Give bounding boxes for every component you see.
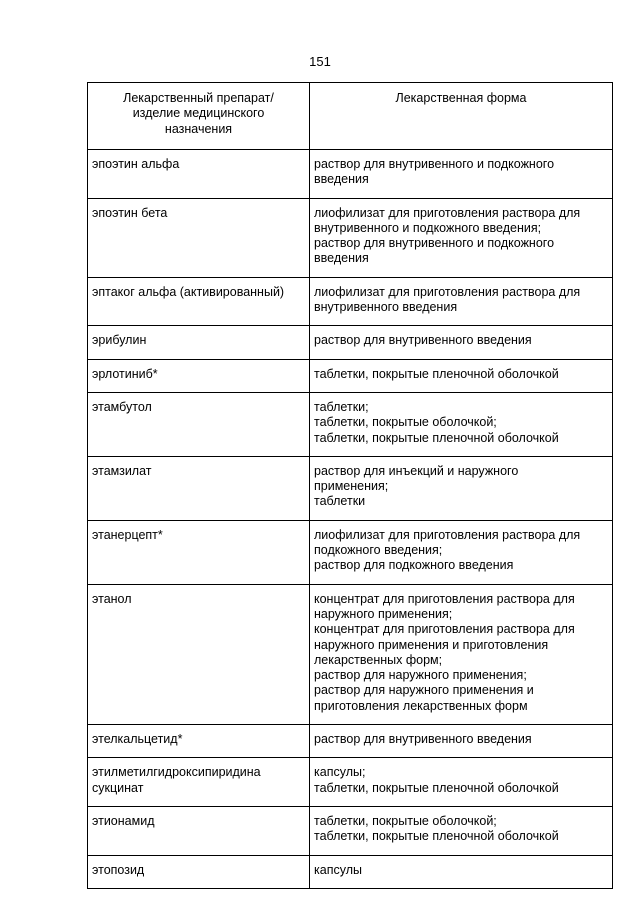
dosage-form-cell (310, 520, 613, 584)
dosage-form-line: подкожного введения; (314, 543, 443, 558)
dosage-form-line: лекарственных форм; (314, 652, 443, 667)
dosage-form-cell (310, 326, 613, 359)
dosage-form-line: раствор для подкожного введения (314, 558, 514, 573)
dosage-form-line: раствор для внутривенного и подкожного (314, 157, 555, 171)
dosage-form-line: введения (314, 172, 369, 187)
drug-name-cell (88, 520, 310, 584)
dosage-form-line: введения (314, 251, 369, 266)
dosage-form-cell (310, 277, 613, 326)
dosage-form-line: таблетки (314, 494, 366, 509)
dosage-form-line: раствор для внутривенного введения (314, 333, 532, 348)
dosage-form-line: таблетки, покрытые оболочкой; (314, 415, 497, 430)
dosage-form-line: раствор для внутривенного введения (314, 732, 532, 747)
drug-name-line: этамбутол (92, 399, 152, 414)
dosage-form-cell (310, 584, 613, 724)
header-drug-line: изделие медицинского (132, 106, 265, 121)
drug-name-cell (88, 855, 310, 888)
dosage-form-line: раствор для внутривенного и подкожного (314, 236, 555, 251)
dosage-form-line: таблетки, покрытые пленочной оболочкой (314, 780, 559, 795)
drug-name-line: эрлотиниб* (92, 366, 158, 381)
table-row (88, 520, 613, 584)
table-row (88, 855, 613, 888)
dosage-form-line: концентрат для приготовления раствора для (314, 591, 575, 606)
drug-name-cell (88, 326, 310, 359)
dosage-form-cell (310, 758, 613, 807)
drug-name-cell (88, 198, 310, 277)
drug-name-cell (88, 392, 310, 456)
page-number: 151 (309, 54, 331, 69)
dosage-form-line: таблетки; (314, 399, 369, 414)
dosage-form-cell (310, 855, 613, 888)
dosage-form-line: лиофилизат для приготовления раствора для (314, 527, 581, 542)
dosage-form-line: применения; (314, 479, 389, 494)
table-row (88, 456, 613, 520)
drug-name-cell (88, 584, 310, 724)
drug-name-line: сукцинат (92, 780, 144, 795)
drug-name-line: эрибулин (92, 333, 147, 348)
drug-name-line: этионамид (92, 813, 155, 828)
table-row (88, 359, 613, 392)
header-drug-line: Лекарственный препарат/ (123, 91, 274, 105)
table-row (88, 725, 613, 758)
drug-table (87, 82, 613, 889)
drug-name-line: этелкальцетид* (92, 732, 183, 747)
drug-name-line: эпоэтин бета (92, 205, 168, 220)
dosage-form-line: раствор для инъекций и наружного (314, 463, 519, 478)
drug-name-line: этанол (92, 591, 132, 606)
dosage-form-line: внутривенного и подкожного введения; (314, 220, 542, 235)
dosage-form-line: таблетки, покрытые пленочной оболочкой (314, 366, 559, 381)
drug-name-cell (88, 758, 310, 807)
dosage-form-line: наружного применения и приготовления (314, 637, 549, 652)
header-form-line: Лекарственная форма (395, 91, 527, 105)
header-drug-line: назначения (164, 121, 233, 136)
dosage-form-cell (310, 806, 613, 855)
header-form-column (310, 83, 613, 150)
dosage-form-cell (310, 725, 613, 758)
drug-name-line: этанерцепт* (92, 527, 163, 542)
drug-name-cell (88, 806, 310, 855)
drug-name-line: эпоэтин альфа (92, 157, 180, 171)
table-row (88, 806, 613, 855)
dosage-form-cell (310, 359, 613, 392)
drug-name-cell (88, 359, 310, 392)
dosage-form-line: внутривенного введения (314, 300, 458, 315)
dosage-form-line: таблетки, покрытые оболочкой; (314, 813, 497, 828)
drug-name-line: этилметилгидроксипиридина (92, 765, 261, 780)
dosage-form-line: лиофилизат для приготовления раствора для (314, 205, 581, 220)
dosage-form-line: раствор для наружного применения; (314, 668, 527, 683)
dosage-form-cell (310, 456, 613, 520)
table-body (88, 150, 613, 889)
header-drug-column (88, 83, 310, 150)
table-row (88, 758, 613, 807)
dosage-form-line: приготовления лекарственных форм (314, 698, 528, 713)
dosage-form-line: лиофилизат для приготовления раствора для (314, 284, 581, 299)
dosage-form-line: раствор для наружного применения и (314, 683, 534, 698)
dosage-form-cell (310, 198, 613, 277)
table-header-row (88, 83, 613, 150)
table-row (88, 584, 613, 724)
dosage-form-line: капсулы (314, 862, 362, 877)
table-row (88, 326, 613, 359)
drug-name-cell (88, 456, 310, 520)
dosage-form-cell (310, 150, 613, 199)
drug-name-cell (88, 277, 310, 326)
drug-name-line: этамзилат (92, 463, 152, 478)
drug-name-cell (88, 150, 310, 199)
drug-name-line: эптаког альфа (активированный) (92, 284, 285, 299)
drug-name-cell (88, 725, 310, 758)
dosage-form-line: наружного применения; (314, 606, 453, 621)
table-row (88, 150, 613, 199)
dosage-form-line: капсулы; (314, 765, 366, 780)
dosage-form-line: концентрат для приготовления раствора для (314, 622, 575, 637)
dosage-form-line: таблетки, покрытые пленочной оболочкой (314, 430, 559, 445)
drug-name-line: этопозид (92, 862, 145, 877)
table-row (88, 277, 613, 326)
dosage-form-line: таблетки, покрытые пленочной оболочкой (314, 829, 559, 844)
dosage-form-cell (310, 392, 613, 456)
table-row (88, 198, 613, 277)
table-row (88, 392, 613, 456)
